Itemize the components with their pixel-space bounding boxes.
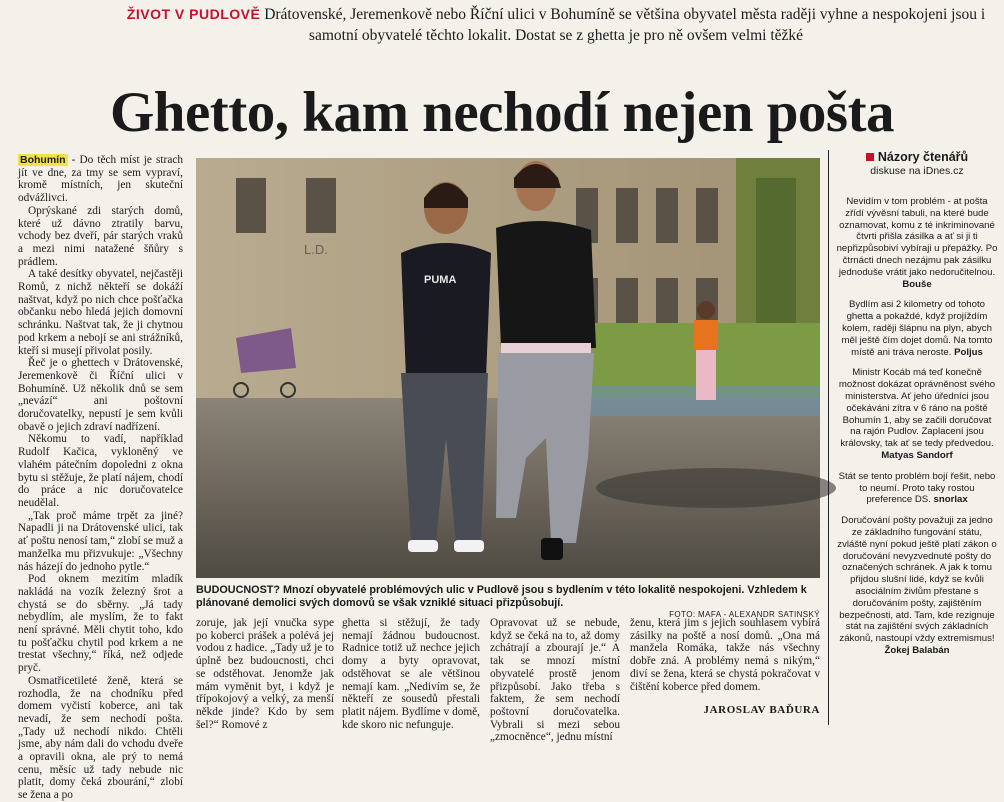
sidebar-comments [836, 196, 998, 657]
sidebar-subtitle: diskuse na iDnes.cz [870, 165, 964, 177]
comment: Stát se tento problém bojí řešit, nebo to neumí. Proto taky rostou preference DS. snorlax [838, 470, 996, 506]
paragraph: Oprýskané zdi starých domů, které už dávno ztratily barvu, vchody bez dveří, pár starých vraků a mezi nimi natažené šňůry s prádlem. [18, 204, 183, 268]
caption-lead: BUDOUCNOST? [196, 584, 280, 596]
comment: Nevidím v tom problém - at pošta zřídí vývěsní tabuli, na které bude oznamovat, komu z té inkriminované čtvrti přišla zásilka a ať si ji ti nepřizpůsobiví vybíraji u přepážky. Po čtrnácti dnech nezájmu pak zásilku jednoduše vrátit jako nedoručitelnou. Bouše [836, 196, 998, 290]
comment-author: Poljus [954, 346, 983, 358]
left-column [18, 154, 184, 802]
red-square-icon [866, 153, 874, 161]
comment-author: Bouše [902, 278, 932, 290]
bottom-column-1: zoruje, jak její vnučka sype po koberci prášek a polévá jej vodou z hadice. „Tady už je to úplně bez budoucnosti, chci se odstěhovat. Jenomže jak mám vyměnit byt, i když je třípokojový a velký, za menší někde jinde? Kdo by sem šel?“ Romové z [196, 617, 334, 731]
comment-author: snorlax [933, 494, 968, 506]
sidebar-title: Názory čtenářů [836, 150, 998, 165]
caption-text: Mnozí obyvatelé problémových ulic v Pudlově jsou s bydlením v této lokalitě nespokojeni. Vzhledem k plánované demolici svých domovů se však vzniklé situaci přizpůsobují. [196, 584, 807, 609]
comment-author: Žokej Balabán [884, 644, 950, 656]
dateline: Bohumín [20, 154, 66, 166]
paragraph: A také desítky obyvatel, nejčastěji Romů, z nichž někteří se dokáží naštvat, když po nich chce pošťačka občanku nebo hledá jejich domovní schránku. Naštvat tak, že ji chytnou pod krkem a nebojí se ani strážníků, kteří si musejí přivolat posily. [18, 268, 183, 357]
bottom-column-3: Opravovat už se nebude, když se čeká na to, až domy zchátrají a zbourají je.“ A tak se mnozí místní obyvatelé prostě jenom přizpůsobí. Jako třeba s faktem, že sem nechodí poštovní doručovatelka. Vybrali si mezi sebou „zmocněnce“, jednu místní [490, 617, 620, 744]
paragraph: Pod oknem mezitím mladík nakládá na vozík železný šrot a chystá se do sběrny. „Já tady nebydlím, ale myslím, že to fakt není správné. Měli chytit toho, kdo tu pošťačku chytil pod krkem a ne trestat všechny,“ říká, než odjede pryč. [18, 573, 183, 675]
byline: JAROSLAV BAĎURA [703, 704, 820, 716]
reader-opinions-sidebar [836, 150, 998, 666]
bottom-column-2: ghetta si stěžují, že tady nemají žádnou budoucnost. Radnice totiž už nechce jejich domy a byty opravovat, odstěhovat se ale většinou nemají kam. „Nedivím se, že někteří ze sousedů přestali platit nájem. Bydlíme v domě, kde skoro nic nefunguje. [342, 617, 480, 731]
sidebar-divider [828, 150, 829, 725]
news-photo [196, 158, 820, 578]
kicker [116, 4, 996, 46]
comment-author: Matyas Sandorf [881, 449, 953, 461]
section-tag: ŽIVOT V PUDLOVĚ [126, 6, 261, 22]
paragraph: Řeč je o ghettech v Drátovenské, Jeremenkově či Říční ulici v Bohumíně. Už několik dnů se sem „nevází“ ani poštovní doručovatelky, nepustí je sem kvůli obavě o jejich zdraví nadřízení. [18, 357, 183, 433]
photo-credit: FOTO: MAFA - ALEXANDR SATINSKÝ [669, 610, 820, 619]
comment: Ministr Kocáb má teď konečně možnost dokázat oprávněnost svého ministerstva. Ať jeho úředníci jsou očekáváni zítra v 6 ráno na poště Bohumín 1, aby se začili doručovat na rajón Pudlov. Zaplacení jsou královsky, tak ať se tedy předvedou. Matyas Sandorf [838, 367, 996, 461]
paragraph: „Tak proč máme trpět za jiné? Napadli ji na Drátovenské ulici, tak ať poštu nenosí tam,“ zlobí se muž a manželka mu přizvukuje: „Všechny nás házejí do jednoho pytle.“ [18, 509, 183, 573]
photo-caption [196, 584, 820, 621]
paragraph: Bohumín - Do těch míst je strach jít ve dne, za tmy se sem vypraví, kromě místních, jen skuteční odvážlivci. [18, 154, 184, 205]
comment: Doručování pošty považuji za jedno ze základního fungování státu, zvláště nyní pokud ještě platí zákon o doručování nevyzvednuté pošty do označených schránek. A jak k tomu přijdou slušní lidé, když se kvůli asociálním živlům přestane s doručováním pošty, zajištěním bezpečnosti, atd. Tam, kde rezignuje stát na zajištění svých základních zákonů, nastoupí vždy extremismus! Žokej Balabán [837, 515, 997, 656]
paragraph: Někomu to vadí, například Rudolf Kačica, vykloněný ve vlahém pátečním dopoledni z okna bytu si stěžuje, že platí nájem, chodí do práce a nic doručovatelce neudělal. [18, 433, 183, 509]
jersey-logo: PUMA [424, 274, 457, 286]
bottom-column-4: ženu, která jim s jejich souhlasem vybírá zásilky na poště a nosí domů. „Ona má manžela Romáka, takže nás všechny dobře zná. A problémy nemá s nikým,“ diví se žena, která se chystá pokračovat v čištění koberce před domem. [630, 617, 820, 693]
paragraph: Osmatřicetileté ženě, která se rozhodla, že na chodníku před domem vyčistí koberce, ani tak nevadí, že sem nechodí pošta. „Tady už nechodí nikdo. Chtěli jsme, aby nám dali do vchodu dveře a opravili okna, ale prý to nemá cenu, měsíc už tady nebude nic platit, domy čeká zbourání,“ zlobí se žena a po [18, 674, 183, 802]
headline: Ghetto, kam nechodí nejen pošta [109, 81, 895, 144]
wall-graffiti: L.D. [304, 242, 328, 257]
comment: Bydlím asi 2 kilometry od tohoto ghetta a pokaždé, když projíždím kolem, raději šlápnu na plyn, abych měl ještě čím dojet domů. Na tomto místě ani tráva neroste. Poljus [841, 299, 993, 358]
kicker-text: Drátovenské, Jeremenkově nebo Říční ulici v Bohumíně se většina obyvatel města raději vyhne a nespokojeni jsou i samotní obyvatelé těchto lokalit. Dostat se z ghetta je pro ně ovšem velmi těžké [264, 6, 986, 44]
photo-illustration [196, 158, 820, 578]
